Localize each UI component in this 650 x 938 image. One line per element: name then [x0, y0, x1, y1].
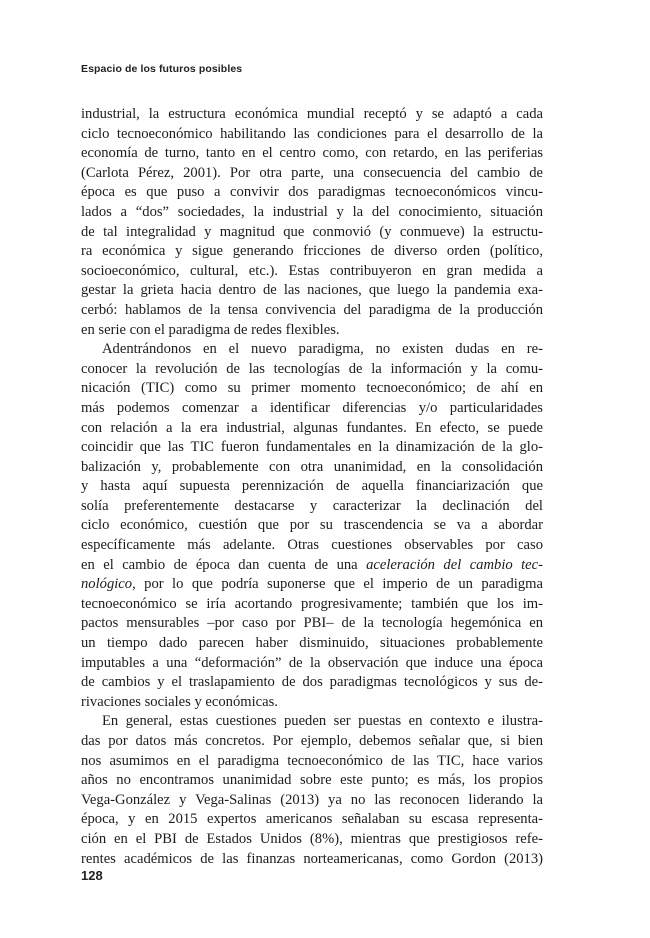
text-line: En general, estas cuestiones pueden ser puestas en contexto e ilustra- [102, 713, 543, 730]
text-line: economía de turno, tanto en el centro como, con retardo, en las periferias [81, 145, 543, 162]
text-line: gestar la grieta hacia dentro de las naciones, que luego la pandemia exa- [81, 282, 543, 299]
text-line: lados a “dos” sociedades, la industrial y la del conocimiento, situación [81, 203, 543, 220]
running-header: Espacio de los futuros posibles [81, 63, 243, 75]
text-line: coincidir que las TIC fueron fundamentales en la dinamización de la glo- [81, 439, 543, 456]
text-line: y hasta aquí supuesta perennización de aquella financiarización que [81, 478, 543, 495]
text-line: de tal integralidad y magnitud que conmovió (y conmueve) la estructu- [81, 223, 543, 240]
text-line: época es que puso a convivir dos paradigmas tecnoeconómicos vincu- [81, 184, 543, 201]
text-line: nos asumimos en el paradigma tecnoeconómico de las TIC, hace varios [81, 752, 543, 769]
text-line: años no encontramos unanimidad sobre este punto; es más, los propios [81, 772, 543, 789]
text-line: ciclo económico, cuestión que por su trascendencia se va a abordar [81, 517, 543, 534]
text-line: Vega-González y Vega-Salinas (2013) ya no las reconocen liderando la [81, 791, 543, 808]
text-line: imputables a una “deformación” de la observación que induce una época [81, 654, 543, 671]
page-number: 128 [81, 868, 103, 883]
paragraph [81, 340, 543, 712]
text-line: Adentrándonos en el nuevo paradigma, no existen dudas en re- [102, 341, 543, 358]
body-text [81, 105, 543, 869]
text-line: con relación a la era industrial, algunas fundantes. En efecto, se puede [81, 419, 543, 436]
text-line: ra económica y sigue generando fricciones de diverso orden (político, [81, 243, 543, 260]
text-line: específicamente más adelante. Otras cuestiones observables por caso [81, 537, 543, 554]
text-line: en serie con el paradigma de redes flexibles. [81, 321, 340, 338]
text-segment: en el cambio de época dan cuenta de una [81, 556, 367, 573]
text-line: das por datos más concretos. Por ejemplo, debemos señalar que, si bien [81, 733, 543, 749]
text-line: más podemos comenzar a identificar diferencias y/o particularidades [81, 399, 543, 416]
text-line: nicación (TIC) como su primer momento tecnoeconómico; de ahí en [81, 380, 543, 397]
text-line: socioeconómico, cultural, etc.). Estas contribuyeron en gran medida a [81, 262, 543, 279]
text-line: rivaciones sociales y económicas. [81, 693, 278, 710]
text-line: balización y, probablemente con otra unanimidad, en la consolidación [81, 458, 543, 475]
text-line: ción en el PBI de Estados Unidos (8%), mientras que prestigiosos refe- [81, 830, 543, 847]
text-line: un tiempo dado parecen haber disminuido, situaciones probablemente [81, 635, 543, 652]
text-line: pactos mensurables –por caso por PBI– de la tecnología hegemónica en [81, 615, 543, 632]
text-segment: , por lo que podría suponerse que el imperio de un paradigma [132, 576, 543, 593]
text-line [81, 575, 543, 595]
text-line: tecnoeconómico se iría acortando progresivamente; también que los im- [81, 595, 543, 612]
text-line: industrial, la estructura económica mundial receptó y se adaptó a cada [81, 106, 543, 122]
text-line [81, 556, 543, 576]
paragraph [81, 712, 543, 869]
text-line: de cambios y el traslapamiento de dos paradigmas tecnológicos y sus de- [81, 674, 543, 691]
text-line: solía preferentemente destacarse y caracterizar la declinación del [81, 497, 543, 514]
text-line: ciclo tecnoeconómico habilitando las condiciones para el desarrollo de la [81, 125, 543, 142]
text-line: cerbó: hablamos de la tensa convivencia del paradigma de la producción [81, 301, 543, 318]
italic-text: nológico [81, 576, 133, 593]
paragraph [81, 105, 543, 340]
text-line: conocer la revolución de las tecnologías de la información y la comu- [81, 360, 543, 377]
italic-text: aceleración del cambio tec- [366, 556, 543, 573]
text-line: época, y en 2015 expertos americanos señalaban su escasa representa- [81, 811, 543, 828]
text-line: rentes académicos de las finanzas norteamericanas, como Gordon (2013) [81, 850, 543, 867]
text-line: (Carlota Pérez, 2001). Por otra parte, una consecuencia del cambio de [81, 164, 543, 181]
